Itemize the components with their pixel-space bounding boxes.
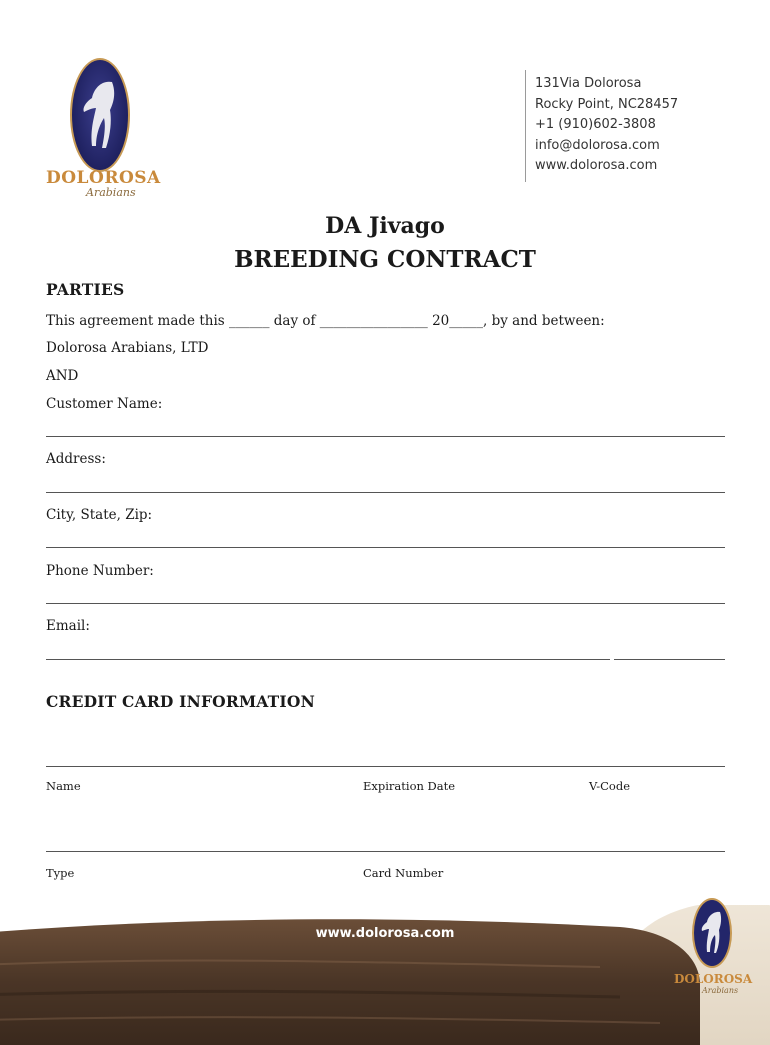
address-label: Address: — [46, 451, 106, 467]
card-number-label: Card Number — [363, 866, 444, 880]
footer-brand-text: DOLOROSA — [674, 972, 753, 986]
address-line[interactable] — [46, 492, 725, 493]
company-logo — [42, 58, 161, 203]
logo-sub-text: Arabians — [86, 186, 136, 199]
footer-sub-text: Arabians — [702, 986, 739, 995]
footer-horse-emblem-icon — [692, 898, 732, 968]
and-text: AND — [46, 368, 79, 384]
address-block — [535, 74, 678, 177]
credit-card-heading: CREDIT CARD INFORMATION — [46, 692, 315, 711]
card-name-label: Name — [46, 779, 81, 793]
footer-website: www.dolorosa.com — [315, 926, 455, 941]
address-city: Rocky Point, NC28457 — [535, 96, 679, 112]
logo-brand-text: DOLOROSA — [46, 168, 161, 188]
vcode-label: V-Code — [589, 779, 631, 793]
document-subtitle: BREEDING CONTRACT — [234, 246, 536, 273]
party-one: Dolorosa Arabians, LTD — [46, 340, 209, 356]
email-label: Email: — [46, 618, 90, 634]
address-street: 131Via Dolorosa — [535, 76, 642, 91]
email-line-extra[interactable] — [614, 659, 725, 660]
email-line[interactable] — [46, 659, 610, 660]
address-phone: +1 (910)602-3808 — [535, 117, 656, 132]
card-type-line[interactable] — [46, 851, 725, 852]
document-title: DA Jivago — [325, 213, 445, 239]
city-state-zip-line[interactable] — [46, 547, 725, 548]
agreement-text: This agreement made this ______ day of ________________ 20_____, by and between: — [46, 313, 605, 329]
parties-heading: PARTIES — [46, 280, 125, 299]
city-state-zip-label: City, State, Zip: — [46, 507, 153, 523]
address-web: www.dolorosa.com — [535, 158, 658, 173]
phone-line[interactable] — [46, 603, 725, 604]
address-email: info@dolorosa.com — [535, 137, 660, 153]
address-divider — [525, 70, 526, 182]
expiration-label: Expiration Date — [363, 779, 456, 793]
customer-name-label: Customer Name: — [46, 396, 163, 412]
phone-label: Phone Number: — [46, 563, 154, 579]
horse-emblem-icon — [70, 58, 130, 172]
card-type-label: Type — [46, 866, 75, 880]
footer-logo — [668, 898, 758, 998]
card-name-line[interactable] — [46, 766, 725, 767]
customer-name-line[interactable] — [46, 436, 725, 437]
